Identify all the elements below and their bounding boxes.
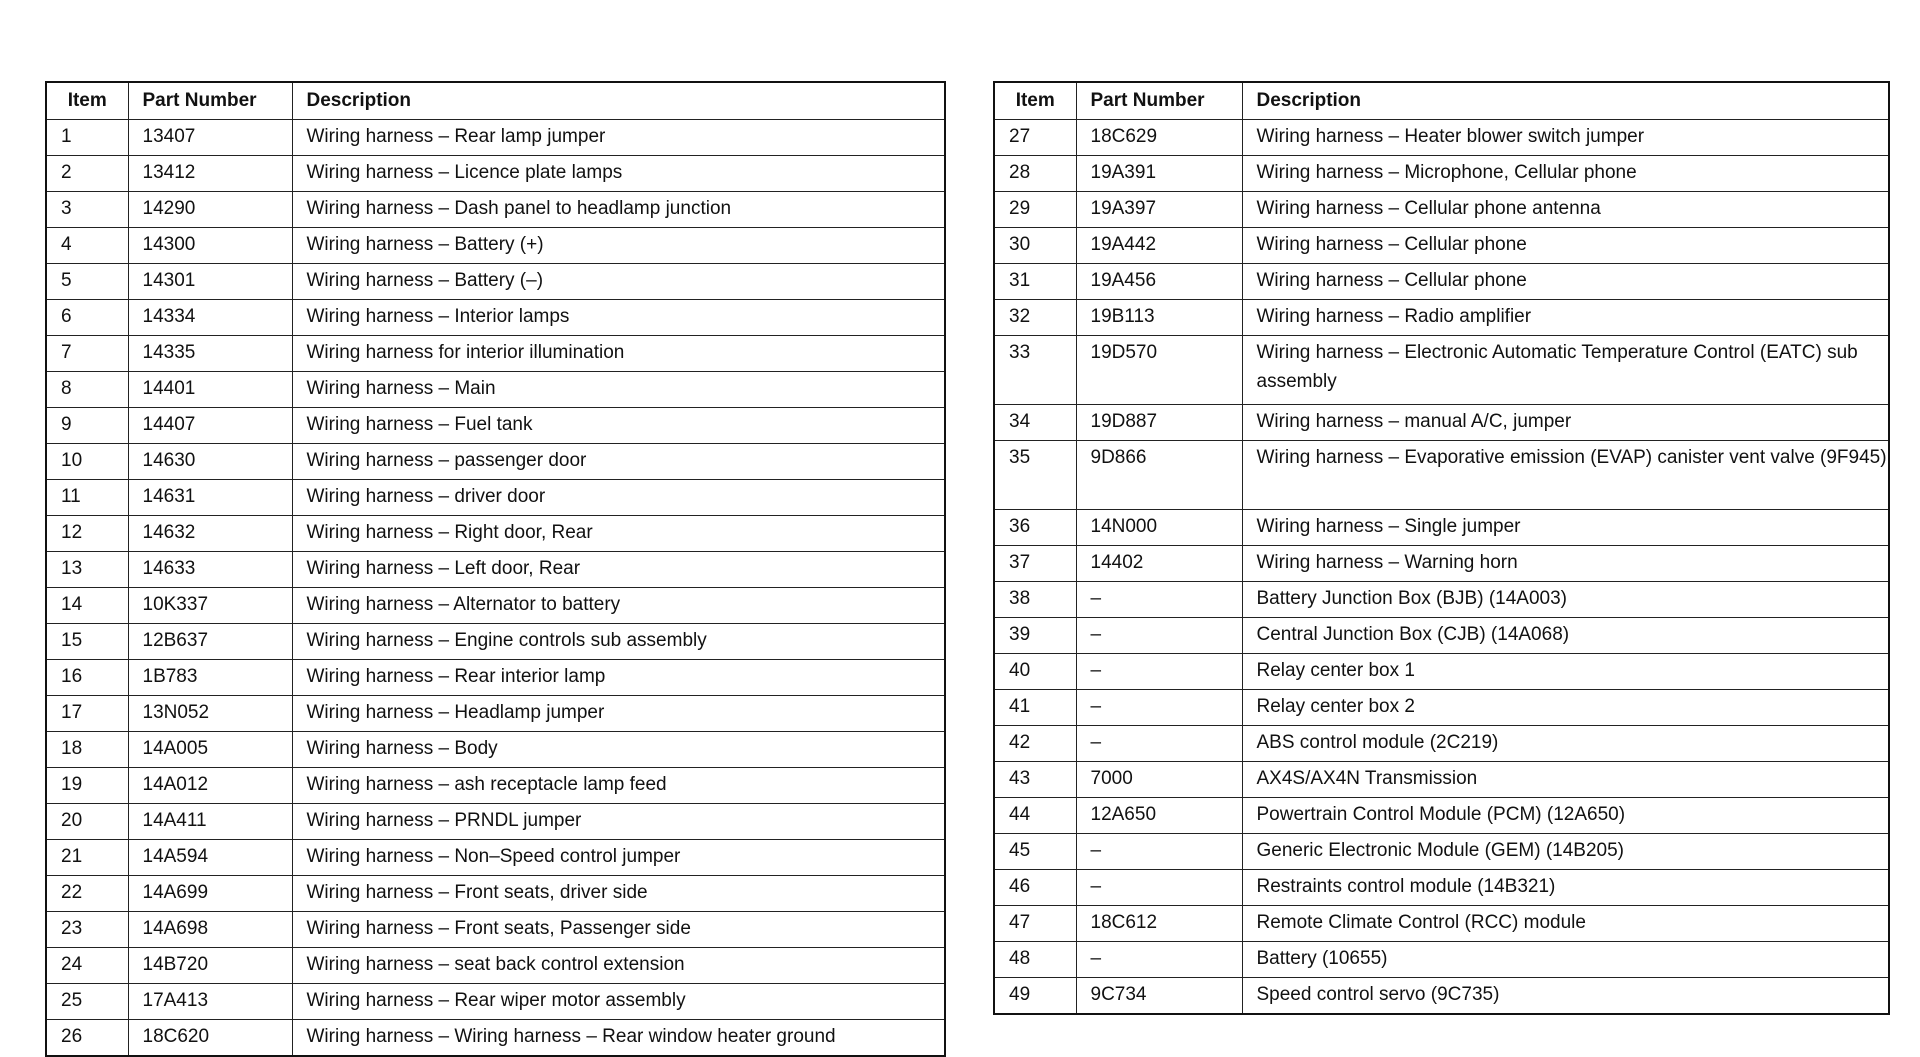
- cell-part-number: 14A699: [128, 876, 292, 912]
- cell-part-number: 19A391: [1076, 156, 1242, 192]
- table-row: [46, 408, 945, 444]
- cell-description: Speed control servo (9C735): [1242, 978, 1889, 1015]
- table-row: [994, 120, 1889, 156]
- cell-description: Wiring harness – Fuel tank: [292, 408, 945, 444]
- cell-item: 16: [46, 660, 128, 696]
- table-row: [46, 480, 945, 516]
- cell-item: 19: [46, 768, 128, 804]
- cell-item: 14: [46, 588, 128, 624]
- table-row: [994, 582, 1889, 618]
- cell-part-number: 1B783: [128, 660, 292, 696]
- cell-description: Wiring harness – Headlamp jumper: [292, 696, 945, 732]
- table-row: [46, 372, 945, 408]
- cell-item: 31: [994, 264, 1076, 300]
- table-row: [46, 120, 945, 156]
- cell-part-number: 9D866: [1076, 441, 1242, 510]
- cell-item: 1: [46, 120, 128, 156]
- cell-item: 26: [46, 1020, 128, 1057]
- cell-item: 13: [46, 552, 128, 588]
- cell-part-number: 14290: [128, 192, 292, 228]
- header-description: Description: [292, 82, 945, 120]
- cell-part-number: 14335: [128, 336, 292, 372]
- cell-part-number: 14A698: [128, 912, 292, 948]
- table-row: [46, 876, 945, 912]
- cell-description: Wiring harness – Battery (–): [292, 264, 945, 300]
- table-row: [46, 156, 945, 192]
- header-part-number: Part Number: [1076, 82, 1242, 120]
- cell-description: Powertrain Control Module (PCM) (12A650): [1242, 798, 1889, 834]
- table-row: [994, 906, 1889, 942]
- table-row: [46, 192, 945, 228]
- table-row: [46, 768, 945, 804]
- cell-description: ABS control module (2C219): [1242, 726, 1889, 762]
- cell-item: 28: [994, 156, 1076, 192]
- table-row: [46, 984, 945, 1020]
- cell-item: 42: [994, 726, 1076, 762]
- table-row: [994, 618, 1889, 654]
- cell-part-number: 14A411: [128, 804, 292, 840]
- cell-item: 49: [994, 978, 1076, 1015]
- table-row: [994, 942, 1889, 978]
- cell-part-number: 18C612: [1076, 906, 1242, 942]
- table-row: [994, 228, 1889, 264]
- cell-part-number: –: [1076, 618, 1242, 654]
- cell-description: AX4S/AX4N Transmission: [1242, 762, 1889, 798]
- cell-part-number: 19D570: [1076, 336, 1242, 405]
- cell-item: 17: [46, 696, 128, 732]
- cell-description: Wiring harness – Cellular phone: [1242, 228, 1889, 264]
- cell-description: Wiring harness – Non–Speed control jumper: [292, 840, 945, 876]
- cell-description: Remote Climate Control (RCC) module: [1242, 906, 1889, 942]
- cell-description: Wiring harness – Cellular phone: [1242, 264, 1889, 300]
- cell-item: 6: [46, 300, 128, 336]
- cell-part-number: –: [1076, 726, 1242, 762]
- cell-item: 23: [46, 912, 128, 948]
- cell-part-number: 14631: [128, 480, 292, 516]
- parts-table-left: [45, 81, 946, 1057]
- cell-description: Wiring harness – Front seats, driver side: [292, 876, 945, 912]
- table-row: [46, 336, 945, 372]
- cell-part-number: 17A413: [128, 984, 292, 1020]
- cell-description: Wiring harness – Single jumper: [1242, 510, 1889, 546]
- table-row: [994, 834, 1889, 870]
- cell-part-number: –: [1076, 582, 1242, 618]
- cell-description: Wiring harness – Battery (+): [292, 228, 945, 264]
- cell-part-number: 18C629: [1076, 120, 1242, 156]
- cell-item: 15: [46, 624, 128, 660]
- cell-item: 32: [994, 300, 1076, 336]
- cell-item: 18: [46, 732, 128, 768]
- cell-item: 2: [46, 156, 128, 192]
- cell-part-number: –: [1076, 870, 1242, 906]
- cell-part-number: 13407: [128, 120, 292, 156]
- cell-item: 20: [46, 804, 128, 840]
- table-row: [46, 300, 945, 336]
- cell-item: 40: [994, 654, 1076, 690]
- table-row: [46, 696, 945, 732]
- table-row: [46, 732, 945, 768]
- cell-description: Generic Electronic Module (GEM) (14B205): [1242, 834, 1889, 870]
- table-body-left: [46, 120, 945, 1057]
- table-row: [46, 840, 945, 876]
- cell-item: 30: [994, 228, 1076, 264]
- cell-item: 25: [46, 984, 128, 1020]
- cell-description: Central Junction Box (CJB) (14A068): [1242, 618, 1889, 654]
- cell-description: Wiring harness – Evaporative emission (EVAP) canister vent valve (9F945): [1242, 441, 1889, 510]
- cell-description: Wiring harness – Alternator to battery: [292, 588, 945, 624]
- cell-description: Wiring harness – Licence plate lamps: [292, 156, 945, 192]
- cell-description: Wiring harness – driver door: [292, 480, 945, 516]
- cell-description: Wiring harness – Body: [292, 732, 945, 768]
- cell-description: Wiring harness – Rear lamp jumper: [292, 120, 945, 156]
- cell-item: 24: [46, 948, 128, 984]
- cell-part-number: 10K337: [128, 588, 292, 624]
- cell-item: 9: [46, 408, 128, 444]
- cell-description: Wiring harness – Engine controls sub assembly: [292, 624, 945, 660]
- table-row: [994, 726, 1889, 762]
- cell-part-number: 18C620: [128, 1020, 292, 1057]
- cell-item: 38: [994, 582, 1076, 618]
- table-row: [46, 228, 945, 264]
- cell-description: Wiring harness – Warning horn: [1242, 546, 1889, 582]
- cell-item: 45: [994, 834, 1076, 870]
- cell-part-number: 14A594: [128, 840, 292, 876]
- table-header-row: [994, 82, 1889, 120]
- cell-part-number: 19A442: [1076, 228, 1242, 264]
- cell-part-number: 19B113: [1076, 300, 1242, 336]
- cell-item: 22: [46, 876, 128, 912]
- cell-description: Wiring harness – Wiring harness – Rear window heater ground: [292, 1020, 945, 1057]
- cell-part-number: 14334: [128, 300, 292, 336]
- cell-description: Wiring harness – Left door, Rear: [292, 552, 945, 588]
- cell-part-number: 14632: [128, 516, 292, 552]
- cell-part-number: 14B720: [128, 948, 292, 984]
- table-row: [994, 300, 1889, 336]
- cell-item: 34: [994, 405, 1076, 441]
- table-row: [994, 510, 1889, 546]
- table-row: [46, 804, 945, 840]
- cell-description: Battery (10655): [1242, 942, 1889, 978]
- cell-description: Wiring harness – Main: [292, 372, 945, 408]
- cell-item: 29: [994, 192, 1076, 228]
- table-row: [46, 912, 945, 948]
- table-row: [46, 660, 945, 696]
- cell-item: 46: [994, 870, 1076, 906]
- cell-description: Wiring harness – ash receptacle lamp feed: [292, 768, 945, 804]
- cell-item: 39: [994, 618, 1076, 654]
- cell-description: Wiring harness – Heater blower switch jumper: [1242, 120, 1889, 156]
- cell-part-number: –: [1076, 942, 1242, 978]
- table-row: [46, 444, 945, 480]
- cell-part-number: 14401: [128, 372, 292, 408]
- cell-item: 35: [994, 441, 1076, 510]
- cell-part-number: 14301: [128, 264, 292, 300]
- cell-part-number: 14A012: [128, 768, 292, 804]
- cell-item: 8: [46, 372, 128, 408]
- cell-part-number: 14630: [128, 444, 292, 480]
- cell-item: 10: [46, 444, 128, 480]
- cell-part-number: 19A456: [1076, 264, 1242, 300]
- table-row: [46, 264, 945, 300]
- table-row: [994, 798, 1889, 834]
- cell-item: 33: [994, 336, 1076, 405]
- cell-item: 36: [994, 510, 1076, 546]
- cell-description: Relay center box 1: [1242, 654, 1889, 690]
- cell-description: Wiring harness – passenger door: [292, 444, 945, 480]
- header-item: Item: [994, 82, 1076, 120]
- cell-part-number: 7000: [1076, 762, 1242, 798]
- cell-part-number: 13N052: [128, 696, 292, 732]
- cell-part-number: 12A650: [1076, 798, 1242, 834]
- cell-part-number: 14N000: [1076, 510, 1242, 546]
- cell-description: Wiring harness – Cellular phone antenna: [1242, 192, 1889, 228]
- table-row: [46, 1020, 945, 1057]
- cell-part-number: 9C734: [1076, 978, 1242, 1015]
- cell-item: 48: [994, 942, 1076, 978]
- cell-part-number: 12B637: [128, 624, 292, 660]
- cell-description: Battery Junction Box (BJB) (14A003): [1242, 582, 1889, 618]
- cell-item: 5: [46, 264, 128, 300]
- cell-part-number: –: [1076, 690, 1242, 726]
- cell-part-number: 14300: [128, 228, 292, 264]
- table-row: [994, 192, 1889, 228]
- cell-part-number: –: [1076, 834, 1242, 870]
- cell-item: 4: [46, 228, 128, 264]
- cell-description: Wiring harness – seat back control extension: [292, 948, 945, 984]
- cell-item: 44: [994, 798, 1076, 834]
- cell-item: 47: [994, 906, 1076, 942]
- cell-part-number: 19D887: [1076, 405, 1242, 441]
- table-row: [994, 762, 1889, 798]
- cell-description: Wiring harness – Electronic Automatic Temperature Control (EATC) sub assembly: [1242, 336, 1889, 405]
- cell-part-number: 14633: [128, 552, 292, 588]
- cell-description: Wiring harness – Microphone, Cellular phone: [1242, 156, 1889, 192]
- cell-item: 37: [994, 546, 1076, 582]
- table-row: [994, 654, 1889, 690]
- cell-description: Wiring harness – Front seats, Passenger side: [292, 912, 945, 948]
- table-row: [46, 948, 945, 984]
- cell-item: 3: [46, 192, 128, 228]
- table-row: [46, 516, 945, 552]
- table-row: [46, 624, 945, 660]
- table-row: [994, 441, 1889, 510]
- table-row: [994, 870, 1889, 906]
- cell-item: 21: [46, 840, 128, 876]
- table-row: [994, 978, 1889, 1015]
- table-row: [994, 405, 1889, 441]
- table-row: [994, 264, 1889, 300]
- cell-description: Restraints control module (14B321): [1242, 870, 1889, 906]
- cell-item: 11: [46, 480, 128, 516]
- cell-description: Wiring harness – Interior lamps: [292, 300, 945, 336]
- table-body-right: [994, 120, 1889, 1015]
- cell-description: Wiring harness – manual A/C, jumper: [1242, 405, 1889, 441]
- cell-part-number: 13412: [128, 156, 292, 192]
- table-header-row: [46, 82, 945, 120]
- cell-part-number: 14A005: [128, 732, 292, 768]
- cell-description: Wiring harness – Rear interior lamp: [292, 660, 945, 696]
- cell-description: Wiring harness – PRNDL jumper: [292, 804, 945, 840]
- header-part-number: Part Number: [128, 82, 292, 120]
- header-item: Item: [46, 82, 128, 120]
- table-row: [46, 552, 945, 588]
- table-row: [46, 588, 945, 624]
- cell-item: 43: [994, 762, 1076, 798]
- table-row: [994, 336, 1889, 405]
- cell-description: Wiring harness – Right door, Rear: [292, 516, 945, 552]
- table-row: [994, 156, 1889, 192]
- cell-item: 12: [46, 516, 128, 552]
- cell-item: 7: [46, 336, 128, 372]
- table-row: [994, 546, 1889, 582]
- cell-description: Wiring harness for interior illumination: [292, 336, 945, 372]
- cell-part-number: –: [1076, 654, 1242, 690]
- parts-table-right: [993, 81, 1890, 1015]
- table-row: [994, 690, 1889, 726]
- cell-part-number: 14402: [1076, 546, 1242, 582]
- cell-description: Wiring harness – Dash panel to headlamp junction: [292, 192, 945, 228]
- cell-description: Wiring harness – Rear wiper motor assembly: [292, 984, 945, 1020]
- cell-item: 27: [994, 120, 1076, 156]
- cell-item: 41: [994, 690, 1076, 726]
- cell-description: Wiring harness – Radio amplifier: [1242, 300, 1889, 336]
- cell-part-number: 14407: [128, 408, 292, 444]
- header-description: Description: [1242, 82, 1889, 120]
- cell-part-number: 19A397: [1076, 192, 1242, 228]
- cell-description: Relay center box 2: [1242, 690, 1889, 726]
